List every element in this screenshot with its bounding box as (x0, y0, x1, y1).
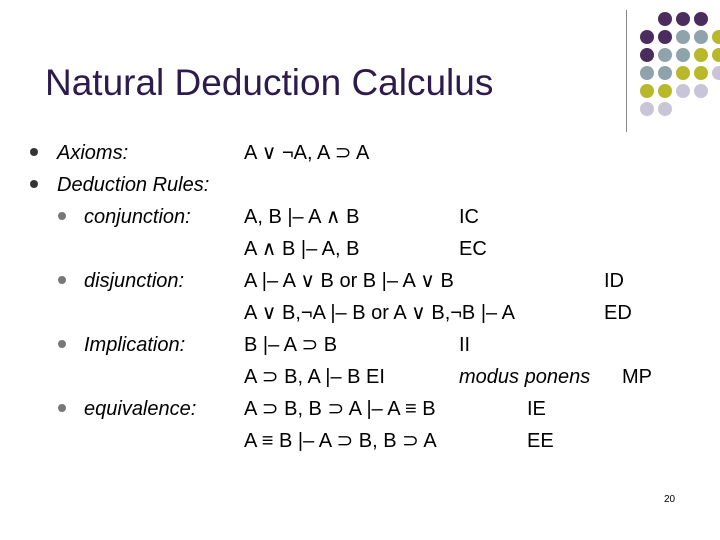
decorative-dot (640, 48, 654, 62)
decorative-dot (658, 30, 672, 44)
bullet-icon (58, 340, 66, 348)
decorative-dot (658, 66, 672, 80)
disjunction-rule-1: A |– A ∨ B or B |– A ∨ B (244, 270, 454, 292)
decorative-dot (694, 48, 708, 62)
decorative-dot (694, 84, 708, 98)
decorative-dot (712, 48, 720, 62)
decorative-dot (676, 48, 690, 62)
conjunction-tag-1: IC (459, 206, 479, 228)
implication-rule-2: A ⊃ B, A |– B EI (244, 366, 385, 388)
decorative-dot (658, 12, 672, 26)
disjunction-tag-1: ID (604, 270, 624, 292)
decorative-dot (676, 84, 690, 98)
decorative-dot (676, 12, 690, 26)
equivalence-tag-1: IE (527, 398, 546, 420)
bullet-icon (58, 404, 66, 412)
equivalence-tag-2: EE (527, 430, 554, 452)
disjunction-label: disjunction: (84, 270, 185, 292)
conjunction-tag-2: EC (459, 238, 487, 260)
decorative-dot (640, 102, 654, 116)
decorative-dot (658, 84, 672, 98)
disjunction-rule-2: A ∨ B,¬A |– B or A ∨ B,¬B |– A (244, 302, 515, 324)
bullet-icon (58, 276, 66, 284)
decorative-dot (676, 66, 690, 80)
decorative-dot (640, 66, 654, 80)
deduction-rules-label: Deduction Rules: (57, 174, 210, 196)
bullet-icon (30, 148, 38, 156)
equivalence-rule-2: A ≡ B |– A ⊃ B, B ⊃ A (244, 430, 437, 452)
bullet-icon (58, 212, 66, 220)
decorative-dot (640, 30, 654, 44)
decorative-dot (676, 30, 690, 44)
conjunction-label: conjunction: (84, 206, 191, 228)
implication-tag-1: II (459, 334, 471, 356)
implication-tag-2b: MP (622, 366, 652, 388)
decorative-dot (694, 30, 708, 44)
implication-tag-2: modus ponens (459, 366, 591, 388)
decorative-dot (694, 12, 708, 26)
axioms-formula: A ∨ ¬A, A ⊃ A (244, 142, 370, 164)
decorative-dot (640, 84, 654, 98)
decorative-dot (658, 48, 672, 62)
equivalence-label: equivalence: (84, 398, 197, 420)
disjunction-tag-2: ED (604, 302, 632, 324)
decorative-dot (658, 102, 672, 116)
decorative-dot (712, 66, 720, 80)
decorative-dot (694, 66, 708, 80)
conjunction-rule-2: A ∧ B |– A, B (244, 238, 360, 260)
conjunction-rule-1: A, B |– A ∧ B (244, 206, 360, 228)
slide-title: Natural Deduction Calculus (45, 62, 494, 103)
axioms-label: Axioms: (57, 142, 129, 164)
equivalence-rule-1: A ⊃ B, B ⊃ A |– A ≡ B (244, 398, 436, 420)
implication-label: Implication: (84, 334, 186, 356)
page-number: 20 (664, 494, 676, 505)
implication-rule-1: B |– A ⊃ B (244, 334, 338, 356)
decorative-dot (712, 30, 720, 44)
bullet-icon (30, 180, 38, 188)
divider-line (626, 10, 627, 132)
